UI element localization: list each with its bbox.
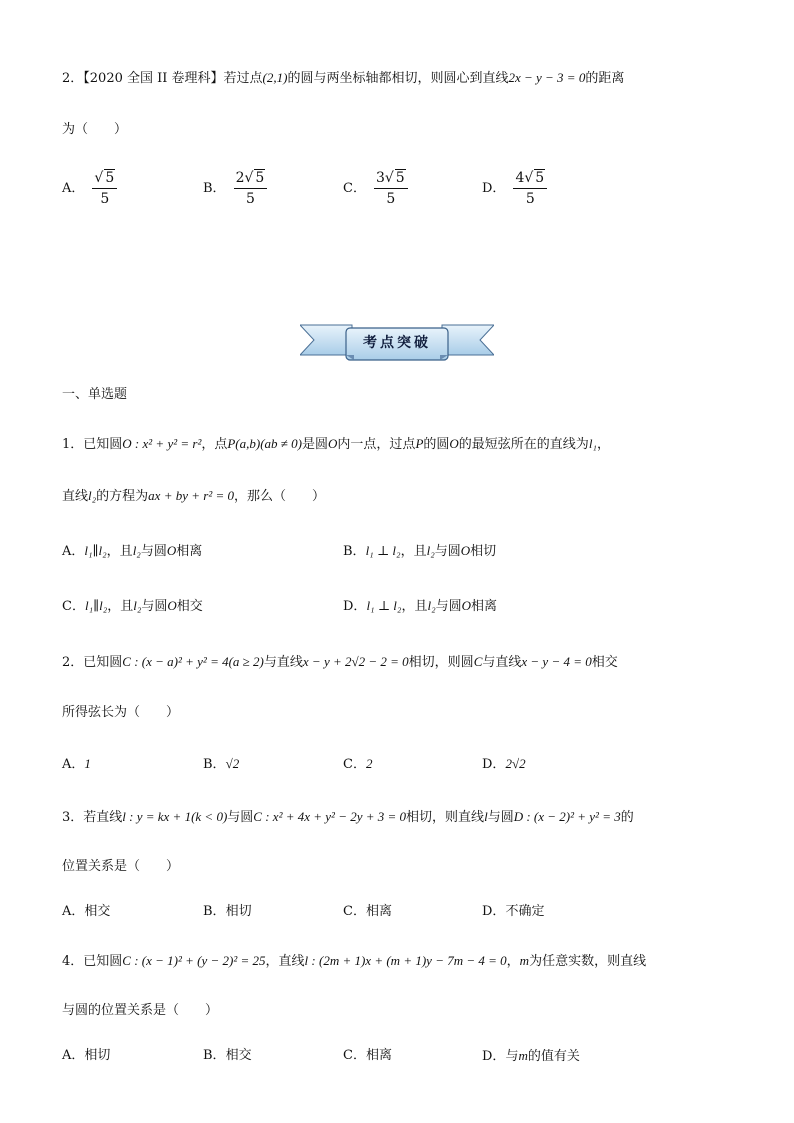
math: l₂ (132, 543, 141, 558)
math-point: (2,1) (262, 70, 288, 85)
coef: 2 (235, 170, 245, 186)
math: l₁ ⊥ l₂ (365, 543, 401, 558)
q3-line1 (62, 808, 634, 827)
text: 的最短弦所在的直线为 (458, 437, 589, 452)
option-label: B． (203, 1048, 226, 1063)
text: ，那么（ ） (234, 489, 326, 504)
math-l: l (484, 809, 488, 824)
math-circle: O : x² + y² = r² (122, 436, 202, 451)
option-value: 2√2 (505, 756, 526, 771)
q4-line2: 与圆的位置关系是（ ） (62, 1003, 219, 1018)
text: ，点 (201, 437, 228, 452)
text: 为（ ） (62, 122, 128, 137)
option-value: 相交 (225, 1048, 252, 1063)
radicand: 5 (255, 170, 265, 186)
q3-option-d (482, 903, 544, 921)
q3-option-a (62, 903, 110, 921)
math: l₁ ⊥ l₂ (366, 598, 402, 613)
text: 与圆 (487, 810, 514, 825)
option-label: C． (343, 1048, 366, 1063)
q1-option-b (343, 542, 496, 561)
q1-option-d (343, 597, 497, 616)
q1-option-c (62, 597, 203, 616)
text: 的方程为 (96, 489, 149, 504)
math: l₂ (426, 543, 435, 558)
option-value: 1 (84, 756, 91, 771)
math-line: x − y + 2√2 − 2 = 0 (302, 654, 409, 669)
math-line: l : y = kx + 1(k < 0) (122, 809, 228, 824)
text: 为任意实数，则直线 (529, 954, 647, 969)
math: O (167, 598, 177, 613)
q4-option-b (203, 1047, 252, 1065)
math-m: m (518, 1048, 528, 1063)
math-p: P (415, 436, 424, 451)
fraction: $\frac{2√ 5}{5}$ (234, 168, 268, 209)
option-label: B． (203, 904, 226, 919)
review-q2-line2 (62, 121, 127, 139)
text: 1．已知圆 (62, 437, 123, 452)
option-label: C． (62, 599, 85, 614)
denominator: 5 (525, 191, 535, 207)
option-label: D． (482, 1049, 506, 1064)
q2-option-b (203, 755, 239, 774)
review-option-d (482, 168, 547, 209)
option-label: D． (482, 181, 506, 196)
q2-option-d (482, 755, 526, 774)
text: 与圆 (141, 599, 168, 614)
math-m: m (519, 953, 530, 968)
section-title: 一、单选题 (62, 387, 128, 402)
text: 4．已知圆 (62, 954, 123, 969)
text: ，且 (401, 599, 428, 614)
q2-line2: 所得弦长为（ ） (62, 705, 180, 720)
math-point: P(a,b)(ab ≠ 0) (227, 436, 303, 451)
option-value: 相切 (84, 1048, 111, 1063)
text: 相切 (470, 544, 497, 559)
q4-option-a (62, 1047, 110, 1065)
text: 内一点，过点 (337, 437, 416, 452)
math-eq: ax + by + r² = 0 (148, 488, 234, 503)
coef: 3 (375, 170, 385, 186)
text: 与直线 (263, 655, 303, 670)
math: l₁∥l₂ (84, 543, 107, 558)
option-label: C． (343, 904, 366, 919)
text: 相切，则圆 (408, 655, 474, 670)
q4-option-d (482, 1047, 580, 1066)
text: 与圆 (227, 810, 254, 825)
option-value: √2 (225, 756, 240, 771)
q3-option-c (343, 903, 392, 921)
review-option-a (62, 168, 117, 209)
text: 2．已知圆 (62, 655, 123, 670)
text: ， (596, 437, 610, 452)
text: 与直线 (482, 655, 522, 670)
text: 2．【2020 全国 II 卷理科】若过点 (62, 71, 263, 86)
denominator: 5 (100, 191, 110, 207)
math-l1: l₁ (588, 436, 597, 451)
text: 的圆 (423, 437, 450, 452)
math-o: O (328, 436, 338, 451)
fraction: $\frac{√ 5}{5}$ (92, 168, 117, 209)
text: ， (506, 954, 520, 969)
option-label: A． (62, 904, 85, 919)
text: 3．若直线 (62, 810, 123, 825)
text: ，且 (400, 544, 427, 559)
q2-option-a (62, 755, 91, 774)
option-label: D． (482, 904, 506, 919)
text: ，且 (107, 599, 134, 614)
text: 直线 (62, 489, 89, 504)
q3-option-b (203, 903, 252, 921)
option-value: 相离 (365, 904, 392, 919)
coef: 4 (515, 170, 525, 186)
q1-option-a (62, 542, 202, 561)
math-c: C (473, 654, 483, 669)
option-label: D． (482, 757, 506, 772)
math-o: O (449, 436, 459, 451)
option-value: 2 (365, 756, 373, 771)
math-line: 2x − y − 3 = 0 (508, 70, 586, 85)
math-line: l : (2m + 1)x + (m + 1)y − 7m − 4 = 0 (304, 953, 507, 968)
option-label: D． (343, 599, 367, 614)
option-label: A． (62, 544, 85, 559)
q2-line1 (62, 653, 618, 672)
text: 的距离 (585, 71, 625, 86)
math: O (166, 543, 177, 558)
denominator: 5 (245, 191, 255, 207)
math-circle: C : x² + 4x + y² − 2y + 3 = 0 (253, 809, 407, 824)
text: 的值有关 (527, 1049, 580, 1064)
review-option-b (203, 168, 267, 209)
option-label: A． (62, 181, 85, 196)
text: 是圆 (302, 437, 329, 452)
math-line: x − y − 4 = 0 (521, 654, 592, 669)
math-circle: D : (x − 2)² + y² = 3 (513, 809, 621, 824)
fraction: $\frac{4√ 5}{5}$ (513, 168, 547, 209)
text: 的圆与两坐标轴都相切，则圆心到直线 (287, 71, 509, 86)
text: 相交 (591, 655, 618, 670)
math: l₂ (427, 598, 436, 613)
math-l2: l₂ (88, 488, 97, 503)
text: ，直线 (265, 954, 305, 969)
option-label: A． (62, 1048, 85, 1063)
math-circle: C : (x − a)² + y² = 4(a ≥ 2) (122, 654, 264, 669)
q4-line1 (62, 952, 646, 971)
option-label: C． (343, 181, 366, 196)
review-q2-line1 (62, 69, 624, 88)
math-circle: C : (x − 1)² + (y − 2)² = 25 (122, 953, 266, 968)
denominator: 5 (386, 191, 396, 207)
q3-line2: 位置关系是（ ） (62, 859, 180, 874)
option-value: 相离 (365, 1048, 392, 1063)
review-option-c (343, 168, 408, 209)
option-value: 不确定 (505, 904, 545, 919)
math: O (461, 598, 471, 613)
fraction: $\frac{3√ 5}{5}$ (374, 168, 408, 209)
radicand: 5 (535, 170, 545, 186)
text: 与圆 (435, 599, 462, 614)
q1-line1 (62, 435, 610, 454)
math: l₂ (133, 598, 142, 613)
text: 相交 (176, 599, 203, 614)
option-value: 相交 (84, 904, 111, 919)
radicand: 5 (105, 170, 115, 186)
math: O (460, 543, 471, 558)
text: ，且 (106, 544, 133, 559)
option-label: A． (62, 757, 85, 772)
q1-line2 (62, 487, 325, 506)
banner-title: 考点突破 (363, 335, 431, 351)
text: 相切，则直线 (406, 810, 485, 825)
option-label: B． (203, 181, 226, 196)
option-label: C． (343, 757, 366, 772)
option-value: 相切 (225, 904, 252, 919)
q2-option-c (343, 755, 372, 774)
q4-option-c (343, 1047, 392, 1065)
math: l₁∥l₂ (84, 598, 108, 613)
text: 的 (620, 810, 634, 825)
radicand: 5 (395, 170, 405, 186)
text: 与 (505, 1049, 519, 1064)
option-label: B． (343, 544, 366, 559)
text: 相离 (471, 599, 498, 614)
option-label: B． (203, 757, 226, 772)
text: 与圆 (140, 544, 167, 559)
text: 与圆 (434, 544, 461, 559)
text: 相离 (176, 544, 203, 559)
